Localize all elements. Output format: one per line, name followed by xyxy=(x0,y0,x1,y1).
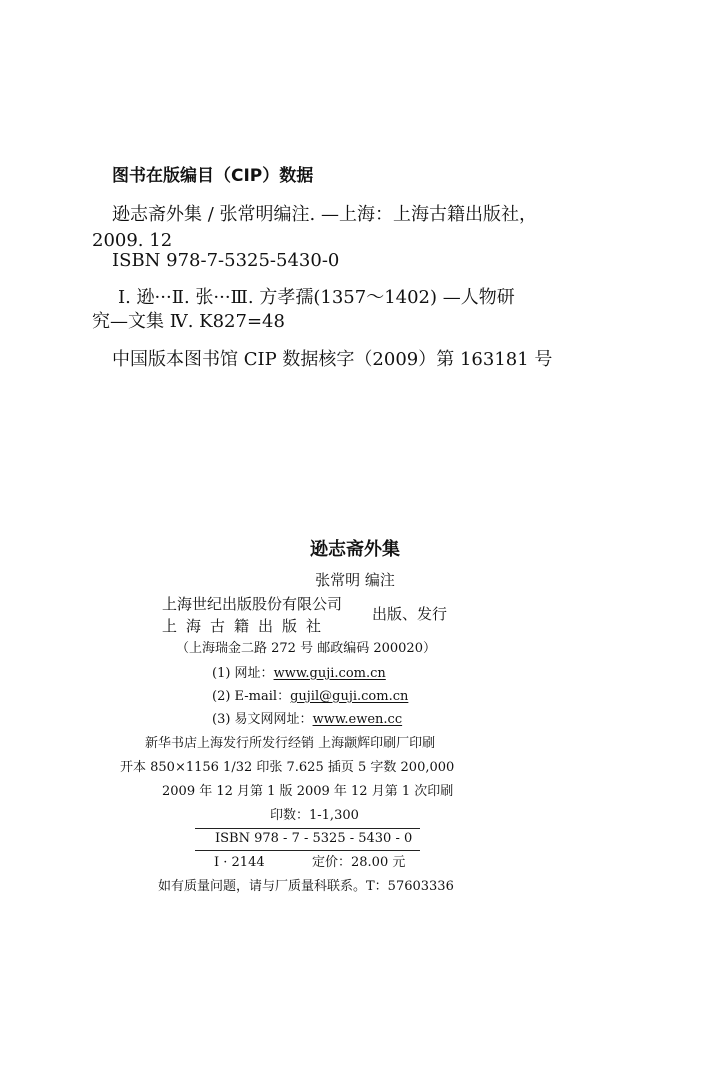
price: 定价：28.00 元 xyxy=(312,855,406,870)
ewen-label: (3) 易文网网址： xyxy=(212,712,313,727)
cip-isbn-line: ISBN 978-7-5325-5430-0 xyxy=(112,250,340,271)
book-title: 逊志斋外集 xyxy=(310,539,400,560)
publisher-house: 上海古籍出版社 xyxy=(162,617,331,635)
book-author: 张常明 编注 xyxy=(315,571,395,589)
edition-info: 2009 年 12 月第 1 版 2009 年 12 月第 1 次印刷 xyxy=(162,784,454,799)
isbn-rule-bottom xyxy=(195,850,420,851)
print-run: 印数：1-1,300 xyxy=(270,808,359,823)
publisher-address: （上海瑞金二路 272 号 邮政编码 200020） xyxy=(176,641,436,656)
web-url-link[interactable]: www.guji.com.cn xyxy=(273,666,386,681)
web-line xyxy=(212,667,386,680)
category-code: I · 2144 xyxy=(214,855,265,870)
cip-subject-line-2: 究—文集 Ⅳ. K827=48 xyxy=(92,311,285,332)
ewen-line xyxy=(212,713,402,726)
format-specs: 开本 850×1156 1/32 印张 7.625 插页 5 字数 200,000 xyxy=(120,760,455,775)
cip-subject-line-1: Ⅰ. 逊···Ⅱ. 张···Ⅲ. 方孝孺(1357～1402) —人物研 xyxy=(118,287,515,308)
isbn-rule-top xyxy=(195,828,420,829)
email-line xyxy=(212,690,408,703)
cip-heading: 图书在版编目（CIP）数据 xyxy=(112,166,314,186)
cip-date-line: 2009. 12 xyxy=(92,230,173,251)
cip-catalog-note: 中国版本图书馆 CIP 数据核字（2009）第 163181 号 xyxy=(112,349,553,370)
imprint-isbn: ISBN 978 - 7 - 5325 - 5430 - 0 xyxy=(215,831,413,846)
publisher-role: 出版、发行 xyxy=(372,605,448,623)
email-label: (2) E-mail： xyxy=(212,689,291,704)
cip-title-line: 逊志斋外集 / 张常明编注. —上海：上海古籍出版社， xyxy=(112,204,537,225)
ewen-url-link[interactable]: www.ewen.cc xyxy=(312,712,403,727)
quality-notice: 如有质量问题，请与厂质量科联系。T：57603336 xyxy=(158,879,454,894)
publisher-company: 上海世纪出版股份有限公司 xyxy=(162,595,343,613)
distributor-printer: 新华书店上海发行所发行经销 上海颛辉印刷厂印刷 xyxy=(145,736,436,751)
email-link[interactable]: gujil@guji.com.cn xyxy=(290,689,409,704)
web-label: (1) 网址： xyxy=(212,666,274,681)
